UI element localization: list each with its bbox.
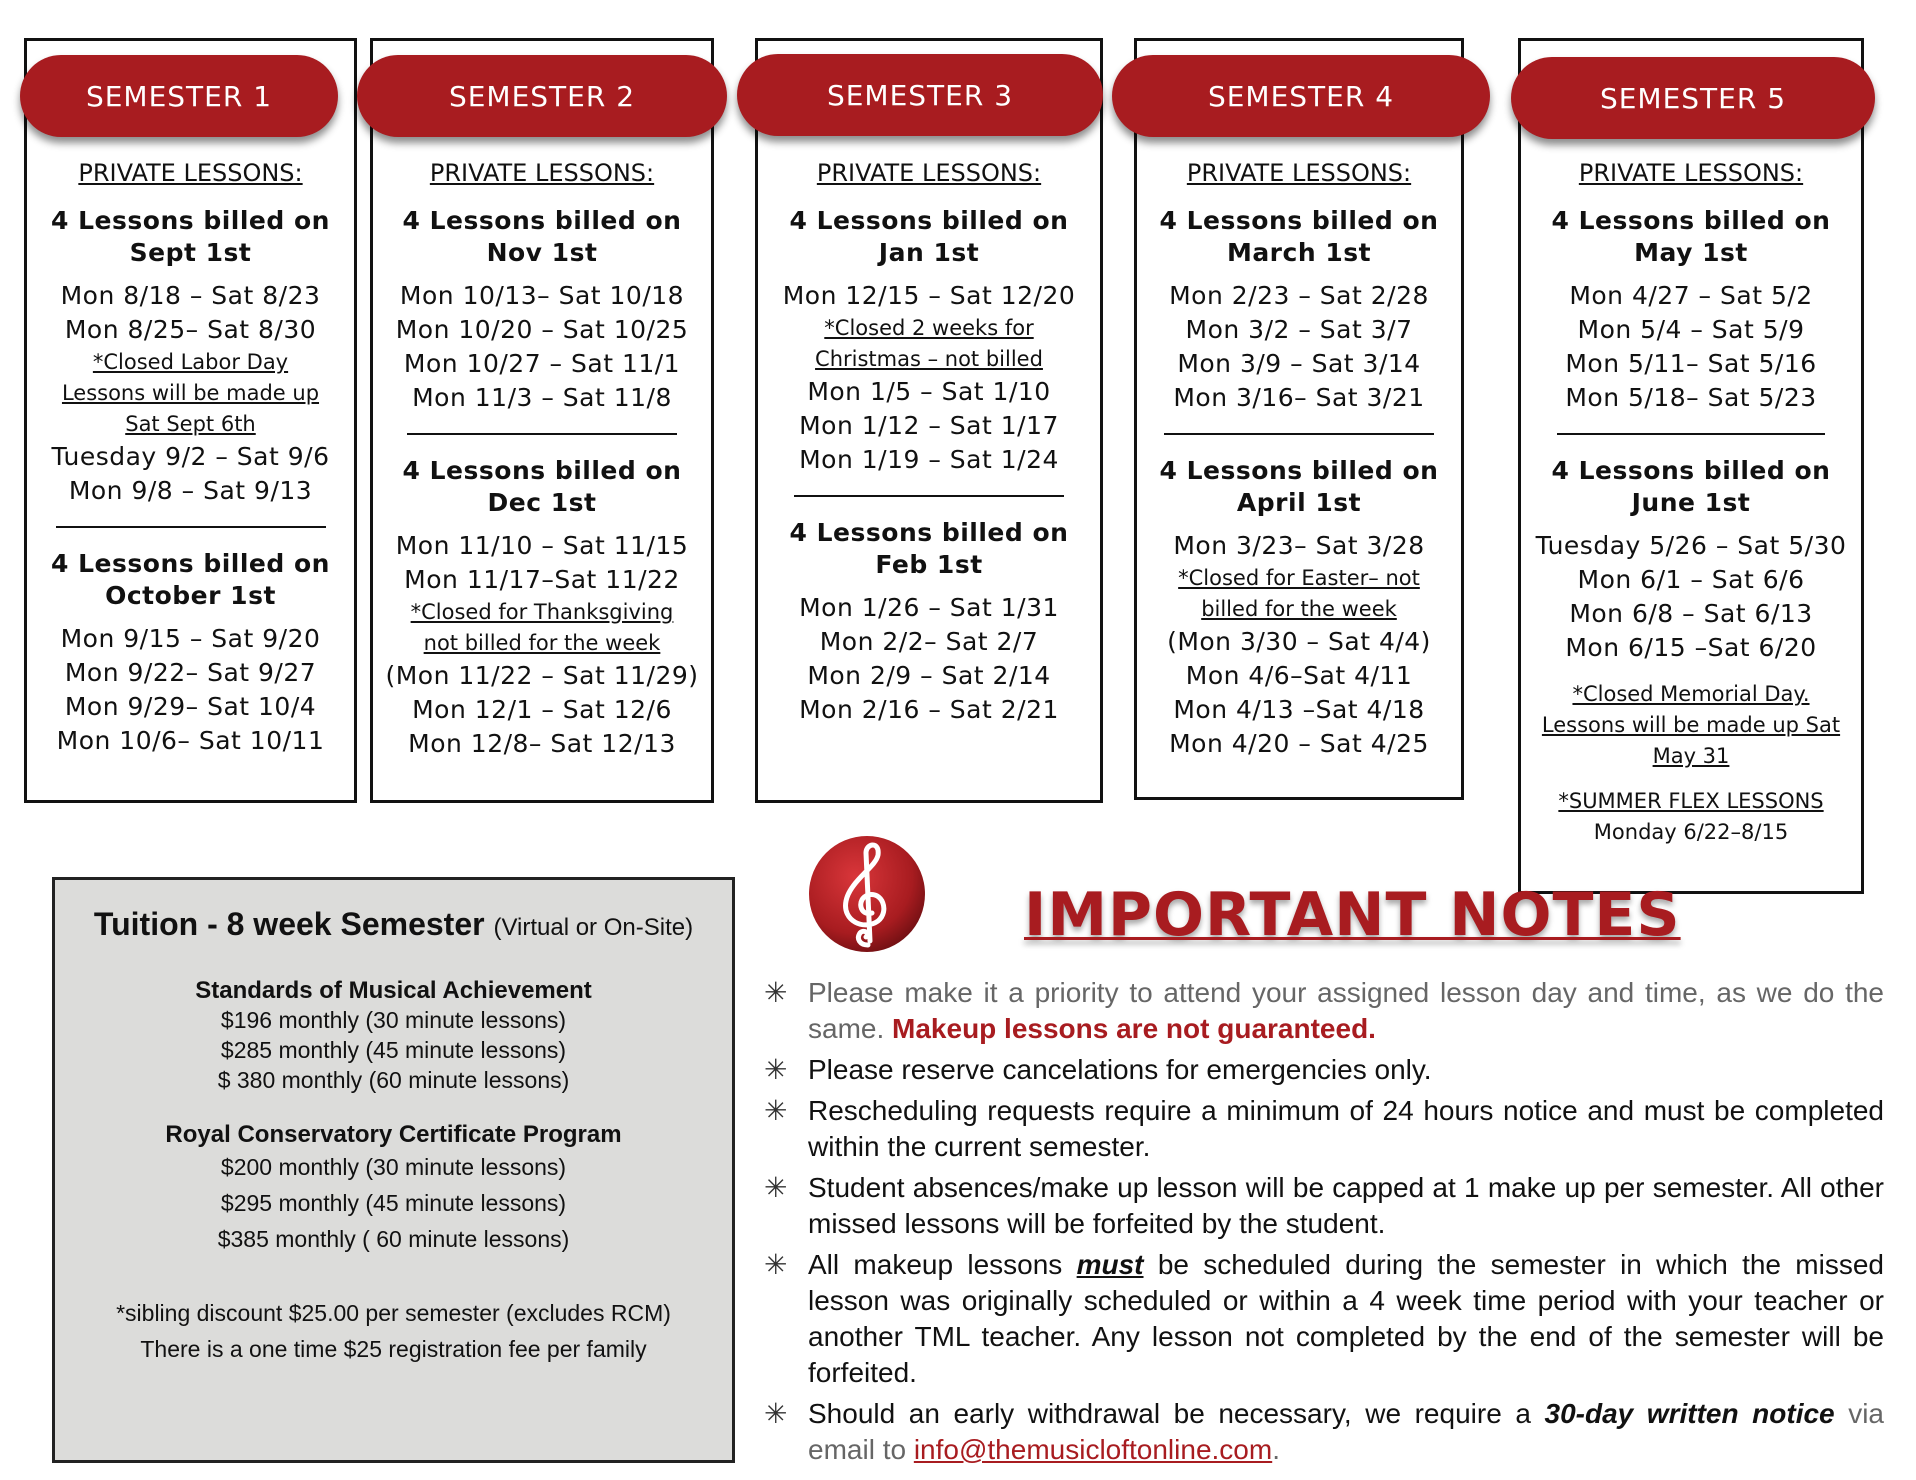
lesson-week: (Mon 11/22 – Sat 11/29)	[385, 661, 699, 690]
billing-heading	[758, 205, 1100, 269]
billing-heading-line: 4 Lessons billed on	[789, 206, 1069, 235]
sma-heading: Standards of Musical Achievement	[195, 977, 592, 1004]
section-divider	[1164, 433, 1434, 435]
billing-heading	[27, 548, 354, 612]
sma-price-30: $196 monthly (30 minute lessons)	[220, 1007, 567, 1033]
semester-card	[370, 38, 714, 803]
spacer	[1521, 665, 1861, 679]
lesson-week: Mon 12/1 – Sat 12/6	[412, 695, 672, 724]
closure-note: *Closed Labor Day	[92, 350, 289, 374]
tuition-title	[55, 906, 732, 943]
lesson-week: Mon 6/8 – Sat 6/13	[1569, 599, 1813, 628]
semester-content	[1137, 41, 1461, 761]
sma-price-60: $ 380 monthly (60 minute lessons)	[217, 1067, 570, 1093]
billing-heading	[1521, 205, 1861, 269]
lesson-week: Tuesday 5/26 – Sat 5/30	[1535, 531, 1847, 560]
billing-heading-line: Nov 1st	[486, 238, 598, 267]
billing-heading-line: October 1st	[105, 581, 276, 610]
lesson-week: Mon 6/1 – Sat 6/6	[1577, 565, 1805, 594]
lesson-week: Mon 4/6–Sat 4/11	[1185, 661, 1413, 690]
rcm-heading: Royal Conservatory Certificate Program	[165, 1121, 622, 1148]
lesson-week: Mon 10/13– Sat 10/18	[399, 281, 685, 310]
rcm-price-60: $385 monthly ( 60 minute lessons)	[217, 1226, 570, 1252]
asterisk-bullet-icon: ✳	[764, 1172, 788, 1203]
lesson-week: Mon 4/20 – Sat 4/25	[1169, 729, 1429, 758]
semester-title-banner: SEMESTER 4	[1112, 55, 1490, 137]
billing-heading	[373, 455, 711, 519]
billing-heading-line: Feb 1st	[875, 550, 983, 579]
lesson-week: Mon 2/9 – Sat 2/14	[807, 661, 1051, 690]
billing-heading-line: 4 Lessons billed on	[51, 206, 330, 235]
semester-card	[24, 38, 357, 803]
section-divider	[56, 526, 326, 528]
private-lessons-heading: PRIVATE LESSONS:	[78, 159, 303, 187]
lesson-week: Mon 5/11– Sat 5/16	[1565, 349, 1817, 378]
tuition-title-sub: (Virtual or On-Site)	[493, 914, 694, 941]
note-item: ✳ Please make it a priority to attend your assigned lesson day and time, as we do the same. Makeup lessons are not guaranteed.	[764, 977, 1884, 1044]
billing-heading-line: April 1st	[1236, 488, 1362, 517]
billing-heading-line: June 1st	[1631, 488, 1751, 517]
lesson-week: Mon 3/9 – Sat 3/14	[1177, 349, 1421, 378]
closure-note: Christmas – not billed	[815, 347, 1043, 371]
note-item: ✳ Rescheduling requests require a minimum of 24 hours notice and must be completed within the current semester.	[764, 1095, 1884, 1162]
billing-heading-line: 4 Lessons billed on	[1159, 206, 1439, 235]
sibling-discount: *sibling discount $25.00 per semester (excludes RCM)	[116, 1300, 671, 1326]
semester-content	[758, 41, 1100, 727]
closure-note: Lessons will be made up Sat	[1541, 713, 1841, 737]
billing-heading-line: May 1st	[1634, 238, 1748, 267]
lesson-week: Mon 10/6– Sat 10/11	[56, 726, 325, 755]
semester-content	[27, 41, 354, 758]
lesson-week: Mon 4/13 –Sat 4/18	[1173, 695, 1425, 724]
lesson-week: Mon 9/22– Sat 9/27	[64, 658, 317, 687]
asterisk-bullet-icon: ✳	[764, 1398, 788, 1429]
billing-heading	[373, 205, 711, 269]
billing-heading	[1137, 455, 1461, 519]
closure-note: Lessons will be made up	[61, 381, 320, 405]
lesson-week: Mon 5/4 – Sat 5/9	[1577, 315, 1805, 344]
private-lessons-heading: PRIVATE LESSONS:	[429, 159, 655, 187]
billing-heading-line: 4 Lessons billed on	[402, 456, 682, 485]
section-divider	[794, 495, 1064, 497]
closure-note: Sat Sept 6th	[125, 412, 256, 436]
lesson-week: Mon 8/18 – Sat 8/23	[60, 281, 321, 310]
billing-heading	[1521, 455, 1861, 519]
registration-fee: There is a one time $25 registration fee per family	[140, 1336, 647, 1362]
closure-note: May 31	[1652, 744, 1730, 768]
rcm-price-45: $295 monthly (45 minute lessons)	[220, 1190, 567, 1216]
lesson-week: Mon 12/15 – Sat 12/20	[782, 281, 1076, 310]
section-divider	[1557, 433, 1825, 435]
billing-heading-line: Jan 1st	[878, 238, 980, 267]
lesson-week: Mon 10/20 – Sat 10/25	[395, 315, 689, 344]
important-notes-title: IMPORTANT NOTES	[1024, 880, 1681, 950]
asterisk-bullet-icon: ✳	[764, 1054, 788, 1085]
semester-card	[755, 38, 1103, 803]
lesson-week: Mon 2/16 – Sat 2/21	[799, 695, 1059, 724]
billing-heading	[27, 205, 354, 269]
lesson-week: Mon 10/27 – Sat 11/1	[403, 349, 681, 378]
closure-note: *SUMMER FLEX LESSONS	[1558, 789, 1824, 813]
closure-note: not billed for the week	[423, 631, 661, 655]
semester-card	[1134, 38, 1464, 800]
semester-title-banner: SEMESTER 2	[357, 55, 727, 137]
closure-note: *Closed 2 weeks for	[824, 316, 1034, 340]
lesson-week: Mon 12/8– Sat 12/13	[408, 729, 676, 758]
lesson-week: Mon 2/2– Sat 2/7	[819, 627, 1039, 656]
note-item: ✳ Please reserve cancelations for emergencies only.	[760, 1052, 1884, 1088]
asterisk-bullet-icon: ✳	[764, 977, 788, 1008]
lesson-week: Mon 6/15 –Sat 6/20	[1565, 633, 1817, 662]
note-item: ✳ Should an early withdrawal be necessary, we require a 30-day written notice via email to info@themusicloftonline.com.	[764, 1398, 1884, 1465]
spacer	[1521, 772, 1861, 786]
note-item: ✳ All makeup lessons must be scheduled during the semester in which the missed lesson was originally scheduled or within a 4 week time period with your teacher or another TML teacher. Any lesson not completed by the end of the semester will be forfeited.	[764, 1249, 1884, 1388]
billing-heading-line: 4 Lessons billed on	[789, 518, 1069, 547]
lesson-week: Mon 11/17–Sat 11/22	[404, 565, 680, 594]
asterisk-bullet-icon: ✳	[764, 1249, 788, 1280]
lesson-week: Mon 8/25– Sat 8/30	[64, 315, 317, 344]
important-notes-list	[760, 975, 1884, 1473]
private-lessons-heading: PRIVATE LESSONS:	[816, 159, 1042, 187]
closure-note: *Closed for Thanksgiving	[410, 600, 674, 624]
billing-heading-line: 4 Lessons billed on	[1551, 456, 1831, 485]
lesson-week: Mon 9/29– Sat 10/4	[64, 692, 317, 721]
closure-note: billed for the week	[1201, 597, 1397, 621]
billing-heading-line: 4 Lessons billed on	[51, 549, 330, 578]
closure-note: *Closed Memorial Day.	[1572, 682, 1810, 706]
semester-title-banner: SEMESTER 3	[737, 54, 1103, 136]
lesson-week: Mon 2/23 – Sat 2/28	[1169, 281, 1429, 310]
summer-dates: Monday 6/22–8/15	[1593, 820, 1789, 844]
lesson-week: Mon 3/2 – Sat 3/7	[1185, 315, 1413, 344]
makeup-warning: Makeup lessons are not guaranteed.	[892, 1013, 1376, 1044]
billing-heading-line: Sept 1st	[129, 238, 252, 267]
semester-card	[1518, 38, 1864, 894]
semester-content	[373, 41, 711, 761]
note-item: ✳ Student absences/make up lesson will be capped at 1 make up per semester. All other missed lessons will be forfeited by the student.	[764, 1172, 1884, 1239]
lesson-week: Mon 11/10 – Sat 11/15	[395, 531, 689, 560]
private-lessons-heading: PRIVATE LESSONS:	[1578, 159, 1804, 187]
lesson-week: Mon 5/18– Sat 5/23	[1565, 383, 1817, 412]
private-lessons-heading: PRIVATE LESSONS:	[1186, 159, 1412, 187]
billing-heading-line: Dec 1st	[487, 488, 597, 517]
lesson-week: Mon 9/8 – Sat 9/13	[68, 476, 313, 505]
lesson-week: Mon 11/3 – Sat 11/8	[412, 383, 672, 412]
billing-heading-line: March 1st	[1226, 238, 1372, 267]
billing-heading	[758, 517, 1100, 581]
lesson-week: Tuesday 9/2 – Sat 9/6	[51, 442, 330, 471]
lesson-week: Mon 1/12 – Sat 1/17	[799, 411, 1059, 440]
lesson-week: Mon 1/26 – Sat 1/31	[799, 593, 1059, 622]
lesson-week: (Mon 3/30 – Sat 4/4)	[1167, 627, 1431, 656]
sma-price-45: $285 monthly (45 minute lessons)	[220, 1037, 567, 1063]
semester-title-banner: SEMESTER 5	[1511, 57, 1875, 139]
semester-title-banner: SEMESTER 1	[20, 55, 338, 137]
lesson-week: Mon 1/19 – Sat 1/24	[799, 445, 1059, 474]
asterisk-bullet-icon: ✳	[764, 1095, 788, 1126]
billing-heading-line: 4 Lessons billed on	[1159, 456, 1439, 485]
section-divider	[407, 433, 677, 435]
rcm-price-30: $200 monthly (30 minute lessons)	[220, 1154, 567, 1180]
billing-heading	[1137, 205, 1461, 269]
lesson-week: Mon 9/15 – Sat 9/20	[60, 624, 321, 653]
lesson-week: Mon 3/16– Sat 3/21	[1173, 383, 1425, 412]
billing-heading-line: 4 Lessons billed on	[1551, 206, 1831, 235]
treble-clef-logo-icon	[806, 833, 928, 955]
semester-content	[1521, 41, 1861, 848]
lesson-week: Mon 4/27 – Sat 5/2	[1569, 281, 1813, 310]
tuition-panel	[52, 877, 735, 1463]
billing-heading-line: 4 Lessons billed on	[402, 206, 682, 235]
lesson-week: Mon 1/5 – Sat 1/10	[807, 377, 1051, 406]
closure-note: *Closed for Easter– not	[1178, 566, 1420, 590]
lesson-week: Mon 3/23– Sat 3/28	[1173, 531, 1425, 560]
email-link[interactable]: info@themusicloftonline.com	[913, 1434, 1273, 1465]
tuition-title-text: Tuition - 8 week Semester	[93, 906, 485, 942]
